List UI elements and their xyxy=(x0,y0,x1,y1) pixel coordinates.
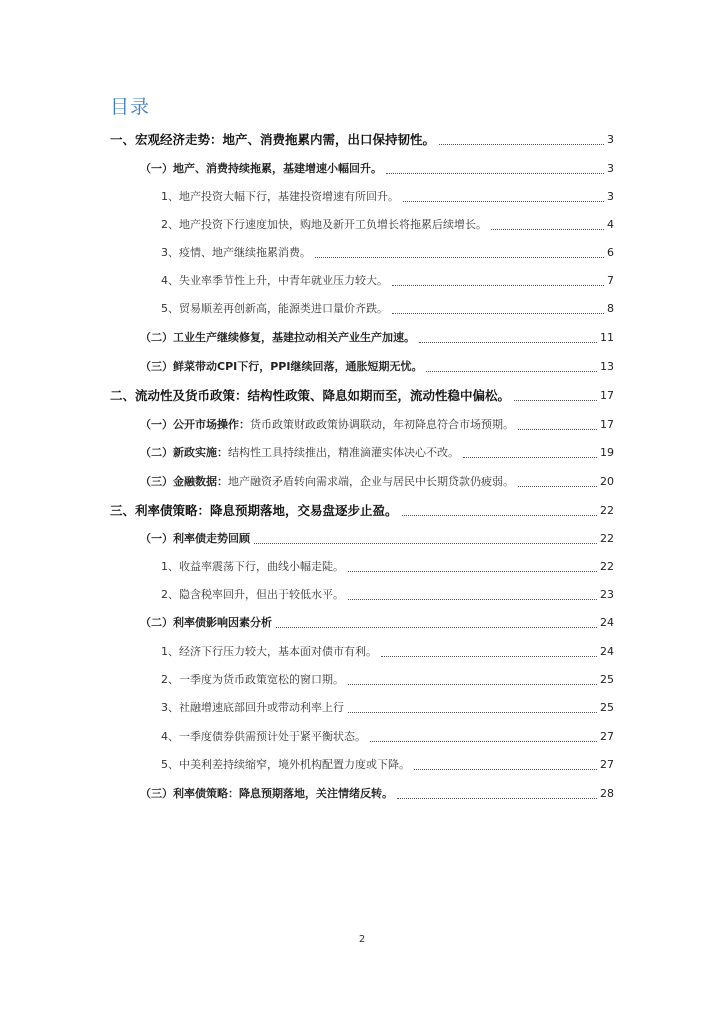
toc-title: 目录 xyxy=(110,96,151,118)
toc-entry-page: 3 xyxy=(607,133,614,146)
toc-entry-heading: 2、地产投资下行速度加快，购地及新开工负增长将拖累后续增长。 xyxy=(161,218,487,231)
toc-entry-text xyxy=(140,473,514,491)
toc-entry-description: 货币政策财政政策协调联动，年初降息符合市场预期。 xyxy=(250,418,514,431)
dot-leader xyxy=(518,486,597,487)
dot-leader xyxy=(463,457,597,458)
toc-entry-page: 4 xyxy=(607,218,614,231)
toc-entry-page: 22 xyxy=(600,532,614,545)
toc-entry-text xyxy=(161,586,344,604)
toc-entry[interactable] xyxy=(110,416,614,434)
dot-leader xyxy=(386,173,604,174)
dot-leader xyxy=(392,285,604,286)
toc-entry-heading: 3、疫情、地产继续拖累消费。 xyxy=(161,246,311,259)
toc-entry-heading: 2、隐含税率回升，但出于较低水平。 xyxy=(161,588,344,601)
toc-entry-heading: 1、地产投资大幅下行，基建投资增速有所回升。 xyxy=(161,190,399,203)
toc-entry-page: 28 xyxy=(600,787,614,800)
toc-entry-heading: 3、社融增速底部回升或带动利率上行 xyxy=(161,701,344,714)
toc-entry-text xyxy=(161,643,377,661)
dot-leader xyxy=(370,741,597,742)
toc-entry-heading: （二）新政实施： xyxy=(140,446,228,459)
toc-entry[interactable] xyxy=(110,160,614,178)
toc-entry[interactable] xyxy=(110,728,614,746)
dot-leader xyxy=(426,371,597,372)
toc-entry-heading: 2、一季度为货币政策宽松的窗口期。 xyxy=(161,673,344,686)
toc-entry-heading: （一）利率债走势回顾 xyxy=(140,532,250,545)
toc-entry[interactable] xyxy=(110,272,614,290)
toc-entry-page: 17 xyxy=(600,389,614,402)
toc-entry-heading: （一）公开市场操作： xyxy=(140,418,250,431)
toc-entry[interactable] xyxy=(110,530,614,548)
toc-entry-heading: 4、失业率季节性上升，中青年就业压力较大。 xyxy=(161,274,388,287)
toc-entry-heading: 三、利率债策略：降息预期落地，交易盘逐步止盈。 xyxy=(110,503,398,518)
toc-entry[interactable] xyxy=(110,300,614,318)
toc-entry-heading: 5、贸易顺差再创新高，能源类进口量价齐跌。 xyxy=(161,302,388,315)
toc-entry-text xyxy=(161,699,344,717)
toc-entry[interactable] xyxy=(110,216,614,234)
toc-entry[interactable] xyxy=(110,387,614,405)
toc-entry-page: 22 xyxy=(600,560,614,573)
toc-entry-heading: 二、流动性及货币政策：结构性政策、降息如期而至，流动性稳中偏松。 xyxy=(110,388,511,403)
toc-entry-text xyxy=(161,188,399,206)
toc-entry-page: 7 xyxy=(607,274,614,287)
toc-entry-page: 6 xyxy=(607,246,614,259)
dot-leader xyxy=(518,429,597,430)
dot-leader xyxy=(254,543,597,544)
toc-entry-text xyxy=(161,671,344,689)
toc-entry-heading: 1、收益率震荡下行，曲线小幅走陡。 xyxy=(161,560,344,573)
toc-entry[interactable] xyxy=(110,329,614,347)
dot-leader xyxy=(392,313,604,314)
toc-entry-text xyxy=(161,558,344,576)
toc-entry-description: 地产融资矛盾转向需求端，企业与居民中长期贷款仍疲弱。 xyxy=(228,475,514,488)
toc-entry[interactable] xyxy=(110,444,614,462)
dot-leader xyxy=(348,571,597,572)
toc-entry-page: 27 xyxy=(600,730,614,743)
toc-entry-page: 24 xyxy=(600,645,614,658)
dot-leader xyxy=(439,144,604,145)
toc-entry-page: 17 xyxy=(600,418,614,431)
toc-entry-description: 结构性工具持续推出，精准滴灌实体决心不改。 xyxy=(228,446,459,459)
toc-entry[interactable] xyxy=(110,188,614,206)
toc-entry[interactable] xyxy=(110,671,614,689)
toc-entry[interactable] xyxy=(110,586,614,604)
toc-entry-heading: （三）鲜菜带动CPI下行，PPI继续回落，通胀短期无忧。 xyxy=(140,360,423,373)
toc-entry-page: 11 xyxy=(600,331,614,344)
page-number: 2 xyxy=(358,934,366,945)
toc-entry-page: 25 xyxy=(600,673,614,686)
dot-leader xyxy=(315,257,604,258)
toc-entry-heading: （二）利率债影响因素分析 xyxy=(140,616,272,629)
toc-entry-text xyxy=(140,785,393,803)
toc-entry-page: 19 xyxy=(600,446,614,459)
toc-entry-text xyxy=(161,244,311,262)
dot-leader xyxy=(381,656,597,657)
toc-entry-page: 8 xyxy=(607,302,614,315)
toc-entry-page: 24 xyxy=(600,616,614,629)
toc-entry-page: 20 xyxy=(600,475,614,488)
toc-entry-page: 3 xyxy=(607,162,614,175)
toc-entry-page: 23 xyxy=(600,588,614,601)
toc-entry[interactable] xyxy=(110,502,614,520)
toc-entry-page: 22 xyxy=(600,504,614,517)
dot-leader xyxy=(514,400,597,401)
toc-entry-heading: 5、中美利差持续缩窄，境外机构配置力度或下降。 xyxy=(161,758,410,771)
toc-entry-text xyxy=(161,216,487,234)
toc-entry-page: 25 xyxy=(600,701,614,714)
toc-entry-heading: （二）工业生产继续修复，基建拉动相关产业生产加速。 xyxy=(140,331,415,344)
dot-leader xyxy=(348,599,597,600)
dot-leader xyxy=(403,201,604,202)
toc-entry-text xyxy=(140,329,415,347)
toc-entry-text xyxy=(161,272,388,290)
toc-entry-heading: 4、一季度债券供需预计处于紧平衡状态。 xyxy=(161,730,366,743)
dot-leader xyxy=(419,342,597,343)
toc-entry-heading: 一、宏观经济走势：地产、消费拖累内需，出口保持韧性。 xyxy=(110,132,436,147)
toc-entry-heading: （三）金融数据： xyxy=(140,475,228,488)
toc-entry-text xyxy=(161,728,366,746)
toc-entry-text xyxy=(110,502,398,520)
toc-entry-text xyxy=(110,131,435,149)
toc-entry-heading: （一）地产、消费持续拖累，基建增速小幅回升。 xyxy=(140,162,382,175)
dot-leader xyxy=(414,769,597,770)
toc-entry[interactable] xyxy=(110,699,614,717)
dot-leader xyxy=(348,712,597,713)
toc-entry[interactable] xyxy=(110,643,614,661)
dot-leader xyxy=(276,627,597,628)
toc-entry[interactable] xyxy=(110,614,614,632)
dot-leader xyxy=(397,798,597,799)
toc-entry[interactable] xyxy=(110,756,614,774)
toc-entry-text xyxy=(140,444,459,462)
toc-entry-text xyxy=(140,358,422,376)
toc-entry[interactable] xyxy=(110,473,614,491)
toc-entry[interactable] xyxy=(110,131,614,149)
toc-entry-heading: 1、经济下行压力较大，基本面对债市有利。 xyxy=(161,645,377,658)
toc-entry[interactable] xyxy=(110,244,614,262)
toc-entry-text xyxy=(161,300,388,318)
toc-entry-text xyxy=(110,387,510,405)
toc-entry-page: 3 xyxy=(607,190,614,203)
dot-leader xyxy=(402,515,597,516)
toc-entry-page: 13 xyxy=(600,360,614,373)
dot-leader xyxy=(491,229,604,230)
toc-entry-text xyxy=(140,530,250,548)
toc-entry-text xyxy=(140,614,272,632)
toc-entry-text xyxy=(161,756,410,774)
toc-entry-page: 27 xyxy=(600,758,614,771)
toc-entry[interactable] xyxy=(110,785,614,803)
dot-leader xyxy=(348,684,597,685)
toc-entry-text xyxy=(140,416,514,434)
toc-entry[interactable] xyxy=(110,358,614,376)
toc-entry[interactable] xyxy=(110,558,614,576)
toc-entry-heading: （三）利率债策略：降息预期落地，关注情绪反转。 xyxy=(140,787,393,800)
toc-entry-text xyxy=(140,160,382,178)
